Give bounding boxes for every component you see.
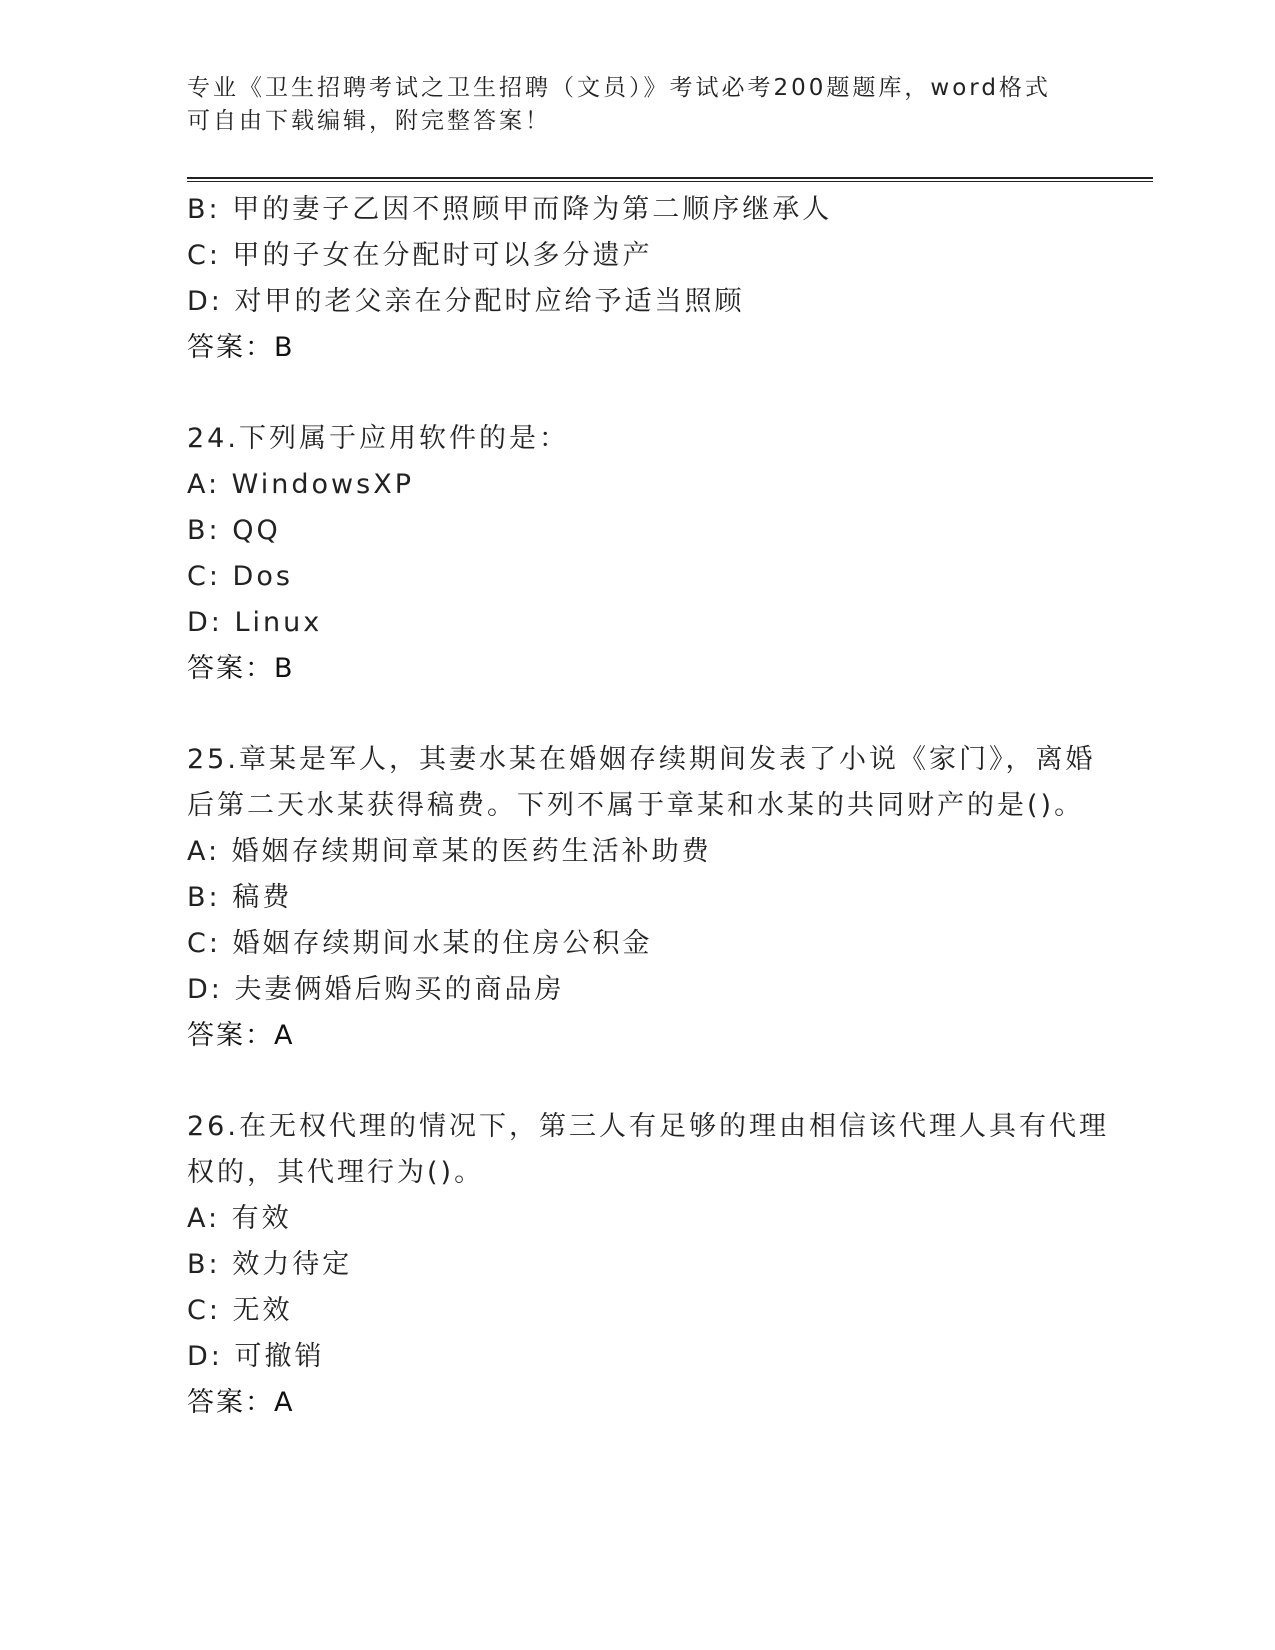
question-26 xyxy=(187,1104,1109,1426)
option-b: B: 稿费 xyxy=(187,882,293,913)
answer: 答案：A xyxy=(187,1387,295,1418)
option-a: A: WindowsXP xyxy=(187,469,414,500)
question-stem: 24.下列属于应用软件的是： xyxy=(187,423,569,454)
document-header: 专业《卫生招聘考试之卫生招聘（文员）》考试必考200题题库，word格式可自由下载编辑，附完整答案！ xyxy=(187,75,1051,134)
option-c: C: 婚姻存续期间水某的住房公积金 xyxy=(187,928,653,959)
option-a: A: 婚姻存续期间章某的医药生活补助费 xyxy=(187,836,712,867)
option-b: B: QQ xyxy=(187,515,281,546)
question-stem-line-1: 26.在无权代理的情况下，第三人有足够的理由相信该代理人具有代理 xyxy=(187,1111,1109,1142)
answer: 答案：B xyxy=(187,332,295,363)
spacer xyxy=(187,1059,1087,1104)
spacer xyxy=(187,371,1087,416)
question-24 xyxy=(187,416,1087,692)
option-d: D: 夫妻俩婚后购买的商品房 xyxy=(187,974,565,1005)
question-25 xyxy=(187,737,1096,1059)
header-divider xyxy=(187,177,1153,182)
spacer xyxy=(187,692,1087,737)
option-d: D: 对甲的老父亲在分配时应给予适当照顾 xyxy=(187,286,745,317)
option-b: B: 效力待定 xyxy=(187,1249,353,1280)
question-23-tail xyxy=(187,187,1087,371)
option-d: D: Linux xyxy=(187,607,323,638)
answer: 答案：A xyxy=(187,1020,295,1051)
option-c: C: 甲的子女在分配时可以多分遗产 xyxy=(187,240,653,271)
question-stem-line-1: 25.章某是军人，其妻水某在婚姻存续期间发表了小说《家门》，离婚 xyxy=(187,744,1096,775)
option-c: C: 无效 xyxy=(187,1295,293,1326)
answer: 答案：B xyxy=(187,653,295,684)
option-a: A: 有效 xyxy=(187,1203,292,1234)
question-stem-line-2: 权的，其代理行为()。 xyxy=(187,1157,485,1188)
question-stem-line-2: 后第二天水某获得稿费。下列不属于章某和水某的共同财产的是()。 xyxy=(187,790,1085,821)
option-d: D: 可撤销 xyxy=(187,1341,325,1372)
question-list xyxy=(187,187,1109,1426)
option-b: B: 甲的妻子乙因不照顾甲而降为第二顺序继承人 xyxy=(187,194,833,225)
option-c: C: Dos xyxy=(187,561,293,592)
